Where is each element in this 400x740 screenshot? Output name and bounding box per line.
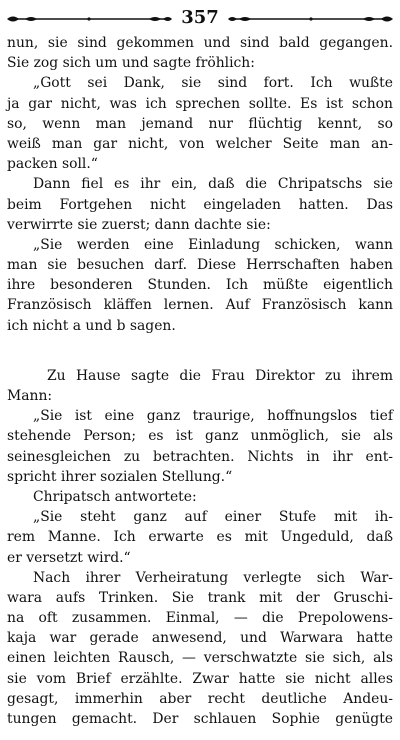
text-line: Sie zog sich um und sagte fröhlich: <box>7 55 255 72</box>
text-line: Nach ihrer Verheiratung verlegte sich War- <box>33 569 393 586</box>
text-line: packen soll.“ <box>7 156 98 173</box>
page-number: 357 <box>181 7 219 28</box>
text-line: Mann: <box>7 388 53 404</box>
text-line: weiß man gar nicht, von welcher Seite man an- <box>7 135 393 152</box>
text-line: wara aufs Trinken. Sie trank mit der Gruschi- <box>7 589 393 606</box>
text-line: rem Manne. Ich erwarte es mit Ungeduld, daß <box>7 529 393 546</box>
text-line: einen leichten Rausch, — verschwatzte sie sich, als <box>7 650 393 667</box>
text-line: ihre besonderen Stunden. Ich müßte eigentlich <box>7 277 393 294</box>
page-header <box>0 6 400 32</box>
text-line: man sie besuchen darf. Diese Herrschaften haben <box>7 257 393 274</box>
text-line: seinesgleichen zu betrachten. Nichts in ihr ent- <box>7 448 393 465</box>
text-line: stehende Person; es ist ganz unmöglich, sie als <box>7 428 393 445</box>
text-line: verwirrte sie zuerst; dann dachte sie: <box>7 216 271 233</box>
text-line: Französisch kläffen lernen. Auf Französisch kann <box>7 297 393 314</box>
text-line: Zu Hause sagte die Frau Direktor zu ihrem <box>47 367 393 384</box>
text-line: „Gott sei Dank, sie sind fort. Ich wußte <box>33 75 393 92</box>
paragraph-block-1 <box>7 33 393 336</box>
text-line: nun, sie sind gekommen und sind bald gegangen. <box>7 35 393 51</box>
text-line: kaja war gerade anwesend, und Warwara hatte <box>7 630 393 647</box>
text-line: beim Fortgehen nicht eingeladen hatten. Das <box>7 196 393 213</box>
text-line: Chripatsch antwortete: <box>33 488 197 505</box>
text-line: sie vom Brief erzählte. Zwar hatte sie nicht alles <box>7 670 393 687</box>
text-line: na oft zusammen. Einmal, — die Prepolowens- <box>7 610 393 627</box>
text-line: gesagt, immerhin aber recht deutliche Andeu- <box>7 690 393 707</box>
text-line: ich nicht a und b sagen. <box>7 317 176 334</box>
text-line: tungen gemacht. Der schlauen Sophie genügte <box>7 711 393 727</box>
text-line: spricht ihrer sozialen Stellung.“ <box>7 468 233 485</box>
text-line: „Sie steht ganz auf einer Stufe mit ih- <box>33 509 393 526</box>
text-line: so, wenn man jemand nur flüchtig kennt, so <box>7 115 393 132</box>
text-line: er versetzt wird.“ <box>7 549 131 566</box>
left-ornament-icon <box>5 14 173 24</box>
paragraph-block-2 <box>7 366 393 729</box>
text-line: ja gar nicht, was ich sprechen sollte. Es ist schon <box>7 95 393 112</box>
text-line: „Sie werden eine Einladung schicken, wann <box>33 236 393 253</box>
text-line: „Sie ist eine ganz traurige, hoffnungslos tief <box>33 408 393 425</box>
text-line: Dann fiel es ihr ein, daß die Chripatschs sie <box>33 176 393 193</box>
page-body <box>7 33 393 729</box>
section-break <box>7 336 393 366</box>
right-ornament-icon <box>227 14 395 24</box>
